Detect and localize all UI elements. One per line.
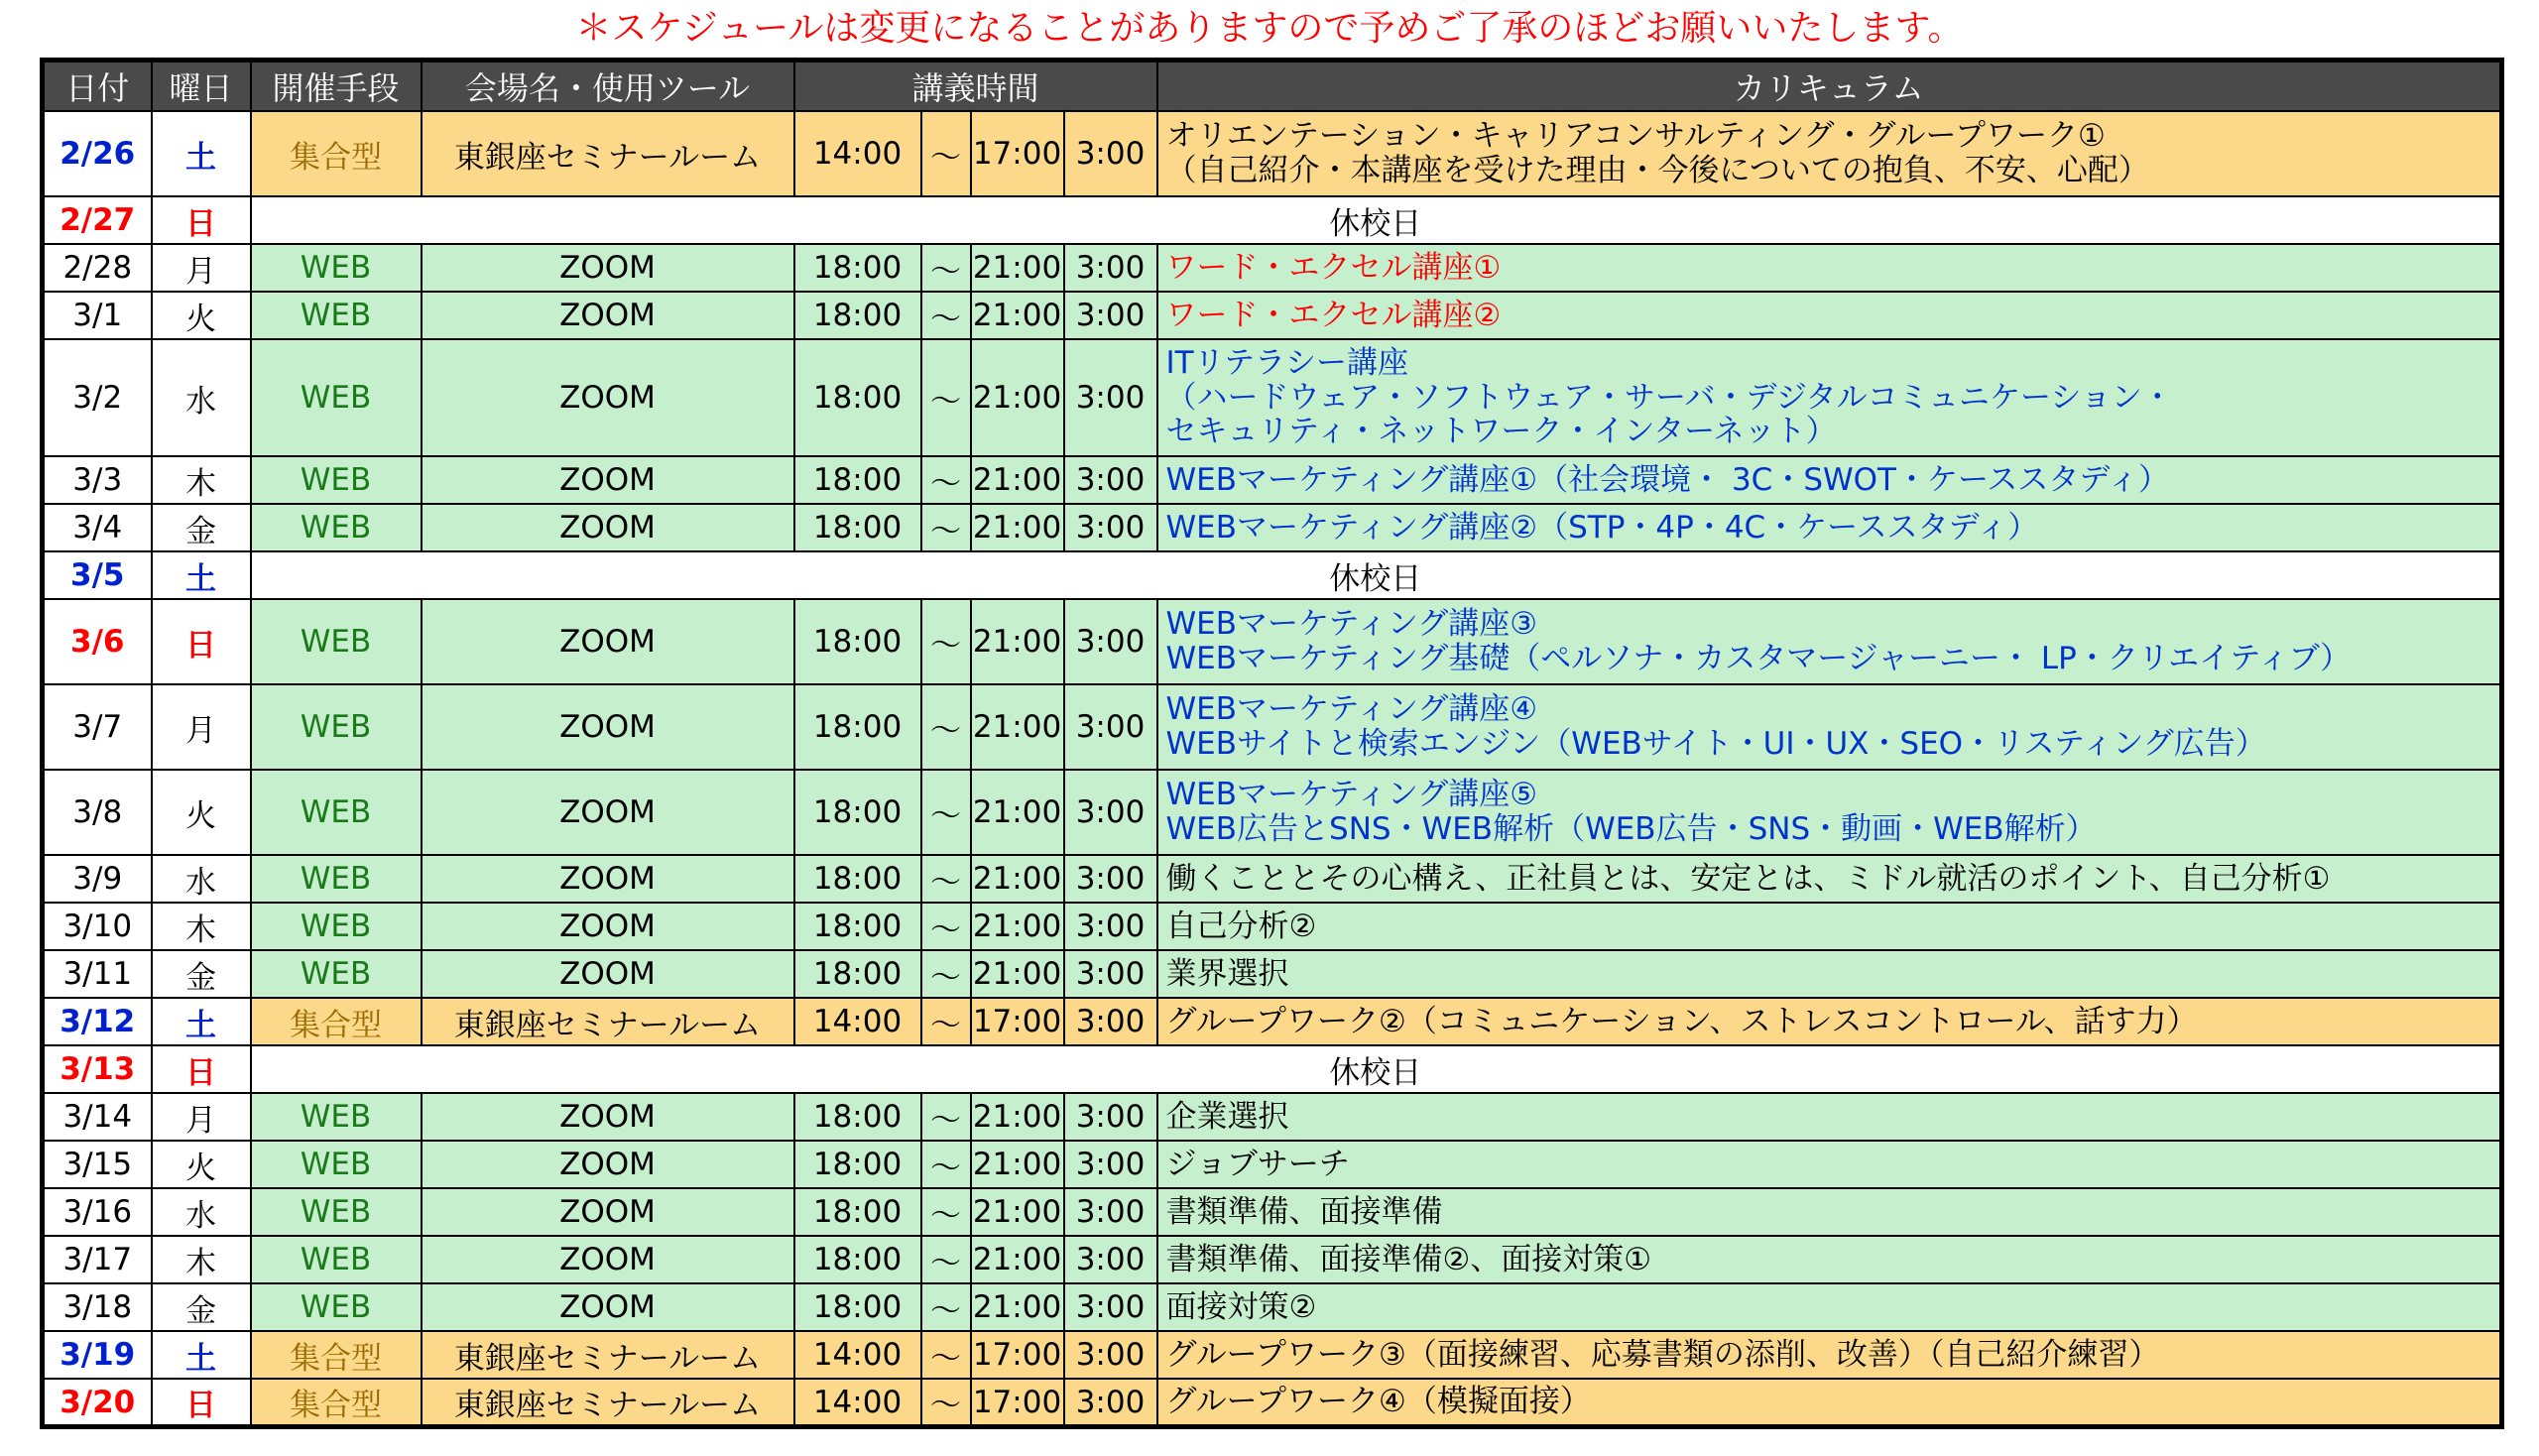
curriculum-line: WEBマーケティング基礎（ペルソナ・カスタマージャーニー・ LP・クリエイティブ） (1165, 641, 2352, 676)
curriculum-cell (1157, 1236, 2502, 1283)
start-time-cell: 18:00 (794, 950, 921, 998)
weekday-cell: 火 (152, 292, 251, 339)
duration-cell: 3:00 (1064, 1141, 1157, 1188)
venue-cell: ZOOM (422, 292, 794, 339)
start-time-cell: 18:00 (794, 292, 921, 339)
curriculum-line: WEBマーケティング講座⑤ (1165, 777, 1538, 813)
end-time-cell: 21:00 (971, 950, 1064, 998)
duration-cell: 3:00 (1064, 998, 1157, 1045)
weekday-cell: 金 (152, 950, 251, 998)
duration-cell: 3:00 (1064, 1236, 1157, 1283)
venue-cell: ZOOM (422, 1283, 794, 1331)
delivery-mode-cell: WEB (251, 599, 422, 684)
end-time-cell: 21:00 (971, 684, 1064, 770)
duration-cell: 3:00 (1064, 456, 1157, 504)
holiday-label: 休校日 (251, 551, 2502, 599)
header-row (43, 61, 2502, 112)
weekday-cell: 土 (152, 111, 251, 196)
end-time-cell: 21:00 (971, 1093, 1064, 1141)
venue-cell: 東銀座セミナールーム (422, 111, 794, 196)
date-cell: 3/4 (43, 504, 152, 551)
delivery-mode-cell: WEB (251, 504, 422, 551)
duration-cell: 3:00 (1064, 855, 1157, 903)
start-time-cell: 18:00 (794, 339, 921, 456)
venue-cell: ZOOM (422, 1093, 794, 1141)
venue-cell: ZOOM (422, 1236, 794, 1283)
weekday-cell: 月 (152, 1093, 251, 1141)
delivery-mode-cell: WEB (251, 950, 422, 998)
curriculum-cell (1157, 1379, 2502, 1427)
delivery-mode-cell: WEB (251, 1141, 422, 1188)
curriculum-cell (1157, 1093, 2502, 1141)
lecture-row (43, 903, 2502, 950)
end-time-cell: 21:00 (971, 339, 1064, 456)
delivery-mode-cell: 集合型 (251, 111, 422, 196)
curriculum-line: 働くこととその心構え、正社員とは、安定とは、ミドル就活のポイント、自己分析① (1165, 860, 2331, 897)
delivery-mode-cell: WEB (251, 770, 422, 855)
delivery-mode-cell: 集合型 (251, 1379, 422, 1427)
venue-cell: 東銀座セミナールーム (422, 998, 794, 1045)
schedule-change-notice: ＊スケジュールは変更になることがありますので予めご了承のほどお願いいたします。 (575, 8, 1964, 49)
delivery-mode-cell: WEB (251, 1093, 422, 1141)
lecture-row (43, 1093, 2502, 1141)
delivery-mode-cell: 集合型 (251, 998, 422, 1045)
curriculum-line: グループワーク②（コミュニケーション、ストレスコントロール、話す力） (1165, 1003, 2198, 1039)
curriculum-cell (1157, 292, 2502, 339)
date-cell: 3/12 (43, 998, 152, 1045)
duration-cell: 3:00 (1064, 1188, 1157, 1236)
curriculum-cell (1157, 1331, 2502, 1379)
curriculum-line: WEBサイトと検索エンジン（WEBサイト・UI・UX・SEO・リスティング広告） (1165, 726, 2266, 762)
time-separator: ～ (921, 1141, 971, 1188)
duration-cell: 3:00 (1064, 1093, 1157, 1141)
time-separator: ～ (921, 1379, 971, 1427)
start-time-cell: 18:00 (794, 1141, 921, 1188)
start-time-cell: 14:00 (794, 998, 921, 1045)
curriculum-line: 書類準備、面接準備 (1165, 1193, 1443, 1230)
date-cell: 3/10 (43, 903, 152, 950)
time-separator: ～ (921, 770, 971, 855)
delivery-mode-cell: WEB (251, 855, 422, 903)
time-separator: ～ (921, 1093, 971, 1141)
delivery-mode-cell: 集合型 (251, 1331, 422, 1379)
curriculum-line: セキュリティ・ネットワーク・インターネット） (1165, 414, 1837, 450)
start-time-cell: 18:00 (794, 599, 921, 684)
venue-cell: ZOOM (422, 684, 794, 770)
time-separator: ～ (921, 998, 971, 1045)
date-cell: 3/6 (43, 599, 152, 684)
date-cell: 3/2 (43, 339, 152, 456)
delivery-mode-cell: WEB (251, 292, 422, 339)
end-time-cell: 21:00 (971, 855, 1064, 903)
curriculum-line: グループワーク③（面接練習、応募書類の添削、改善）（自己紹介練習） (1165, 1336, 2160, 1373)
weekday-cell: 木 (152, 903, 251, 950)
lecture-row (43, 1188, 2502, 1236)
venue-cell: ZOOM (422, 1188, 794, 1236)
lecture-row (43, 111, 2502, 196)
date-cell: 3/1 (43, 292, 152, 339)
date-cell: 3/19 (43, 1331, 152, 1379)
date-cell: 3/7 (43, 684, 152, 770)
curriculum-cell (1157, 903, 2502, 950)
lecture-row (43, 339, 2502, 456)
holiday-row (43, 196, 2502, 244)
curriculum-line: 面接対策② (1165, 1288, 1317, 1325)
start-time-cell: 18:00 (794, 903, 921, 950)
holiday-label: 休校日 (251, 1045, 2502, 1093)
lecture-row (43, 1331, 2502, 1379)
lecture-row (43, 998, 2502, 1045)
end-time-cell: 17:00 (971, 998, 1064, 1045)
start-time-cell: 18:00 (794, 504, 921, 551)
venue-cell: ZOOM (422, 950, 794, 998)
end-time-cell: 21:00 (971, 903, 1064, 950)
start-time-cell: 14:00 (794, 111, 921, 196)
date-cell: 3/3 (43, 456, 152, 504)
end-time-cell: 21:00 (971, 244, 1064, 292)
duration-cell: 3:00 (1064, 339, 1157, 456)
end-time-cell: 21:00 (971, 504, 1064, 551)
end-time-cell: 21:00 (971, 1236, 1064, 1283)
curriculum-cell (1157, 855, 2502, 903)
lecture-row (43, 1379, 2502, 1427)
date-cell: 3/18 (43, 1283, 152, 1331)
time-separator: ～ (921, 244, 971, 292)
start-time-cell: 18:00 (794, 770, 921, 855)
curriculum-cell (1157, 1188, 2502, 1236)
header-time: 講義時間 (794, 61, 1157, 112)
curriculum-cell (1157, 770, 2502, 855)
duration-cell: 3:00 (1064, 684, 1157, 770)
end-time-cell: 21:00 (971, 1283, 1064, 1331)
duration-cell: 3:00 (1064, 903, 1157, 950)
holiday-row (43, 551, 2502, 599)
time-separator: ～ (921, 292, 971, 339)
delivery-mode-cell: WEB (251, 244, 422, 292)
time-separator: ～ (921, 456, 971, 504)
end-time-cell: 21:00 (971, 599, 1064, 684)
date-cell: 2/28 (43, 244, 152, 292)
lecture-row (43, 244, 2502, 292)
time-separator: ～ (921, 599, 971, 684)
date-cell: 3/15 (43, 1141, 152, 1188)
time-separator: ～ (921, 903, 971, 950)
curriculum-line: オリエンテーション・キャリアコンサルティング・グループワーク① (1165, 118, 2106, 155)
time-separator: ～ (921, 1331, 971, 1379)
curriculum-cell (1157, 1283, 2502, 1331)
venue-cell: ZOOM (422, 903, 794, 950)
venue-cell: ZOOM (422, 1141, 794, 1188)
weekday-cell: 水 (152, 339, 251, 456)
header-dow: 曜日 (152, 61, 251, 112)
curriculum-line: グループワーク④（模擬面接） (1165, 1384, 1591, 1420)
delivery-mode-cell: WEB (251, 1188, 422, 1236)
weekday-cell: 土 (152, 1331, 251, 1379)
end-time-cell: 21:00 (971, 770, 1064, 855)
weekday-cell: 水 (152, 855, 251, 903)
duration-cell: 3:00 (1064, 111, 1157, 196)
header-venue: 会場名・使用ツール (422, 61, 794, 112)
curriculum-line: WEB広告とSNS・WEB解析（WEB広告・SNS・動画・WEB解析） (1165, 811, 2097, 847)
end-time-cell: 21:00 (971, 1141, 1064, 1188)
time-separator: ～ (921, 1283, 971, 1331)
lecture-row (43, 770, 2502, 855)
duration-cell: 3:00 (1064, 292, 1157, 339)
curriculum-cell (1157, 599, 2502, 684)
weekday-cell: 木 (152, 1236, 251, 1283)
venue-cell: 東銀座セミナールーム (422, 1379, 794, 1427)
end-time-cell: 21:00 (971, 456, 1064, 504)
weekday-cell: 金 (152, 1283, 251, 1331)
duration-cell: 3:00 (1064, 599, 1157, 684)
curriculum-cell (1157, 456, 2502, 504)
start-time-cell: 18:00 (794, 1236, 921, 1283)
curriculum-line: ジョブサーチ (1165, 1146, 1350, 1182)
holiday-label: 休校日 (251, 196, 2502, 244)
delivery-mode-cell: WEB (251, 1283, 422, 1331)
start-time-cell: 18:00 (794, 684, 921, 770)
delivery-mode-cell: WEB (251, 684, 422, 770)
time-separator: ～ (921, 855, 971, 903)
curriculum-cell (1157, 244, 2502, 292)
weekday-cell: 水 (152, 1188, 251, 1236)
curriculum-line: ITリテラシー講座 (1165, 344, 1408, 381)
weekday-cell: 月 (152, 244, 251, 292)
time-separator: ～ (921, 1188, 971, 1236)
weekday-cell: 火 (152, 770, 251, 855)
venue-cell: ZOOM (422, 504, 794, 551)
curriculum-cell (1157, 504, 2502, 551)
venue-cell: ZOOM (422, 456, 794, 504)
duration-cell: 3:00 (1064, 770, 1157, 855)
lecture-row (43, 684, 2502, 770)
weekday-cell: 土 (152, 551, 251, 599)
curriculum-cell (1157, 684, 2502, 770)
curriculum-line: WEBマーケティング講座①（社会環境・ 3C・SWOT・ケーススタディ） (1165, 461, 2169, 498)
lecture-row (43, 1141, 2502, 1188)
weekday-cell: 日 (152, 196, 251, 244)
curriculum-line: WEBマーケティング講座③ (1165, 606, 1538, 643)
curriculum-cell (1157, 998, 2502, 1045)
lecture-row (43, 599, 2502, 684)
holiday-row (43, 1045, 2502, 1093)
delivery-mode-cell: WEB (251, 903, 422, 950)
header-curriculum: カリキュラム (1157, 61, 2502, 112)
curriculum-cell (1157, 1141, 2502, 1188)
curriculum-line: 企業選択 (1165, 1098, 1289, 1135)
curriculum-line: WEBマーケティング講座②（STP・4P・4C・ケーススタディ） (1165, 509, 2039, 546)
weekday-cell: 木 (152, 456, 251, 504)
duration-cell: 3:00 (1064, 504, 1157, 551)
date-cell: 3/13 (43, 1045, 152, 1093)
start-time-cell: 18:00 (794, 855, 921, 903)
start-time-cell: 18:00 (794, 1093, 921, 1141)
start-time-cell: 14:00 (794, 1331, 921, 1379)
weekday-cell: 日 (152, 1045, 251, 1093)
curriculum-line: WEBマーケティング講座④ (1165, 691, 1538, 728)
time-separator: ～ (921, 684, 971, 770)
header-mode: 開催手段 (251, 61, 422, 112)
date-cell: 2/27 (43, 196, 152, 244)
delivery-mode-cell: WEB (251, 456, 422, 504)
weekday-cell: 土 (152, 998, 251, 1045)
date-cell: 3/14 (43, 1093, 152, 1141)
weekday-cell: 火 (152, 1141, 251, 1188)
time-separator: ～ (921, 111, 971, 196)
curriculum-line: （自己紹介・本講座を受けた理由・今後についての抱負、不安、心配） (1165, 153, 2149, 188)
venue-cell: ZOOM (422, 770, 794, 855)
duration-cell: 3:00 (1064, 1331, 1157, 1379)
venue-cell: ZOOM (422, 855, 794, 903)
start-time-cell: 18:00 (794, 1283, 921, 1331)
venue-cell: ZOOM (422, 339, 794, 456)
lecture-row (43, 950, 2502, 998)
delivery-mode-cell: WEB (251, 1236, 422, 1283)
delivery-mode-cell: WEB (251, 339, 422, 456)
start-time-cell: 18:00 (794, 1188, 921, 1236)
lecture-row (43, 292, 2502, 339)
date-cell: 3/17 (43, 1236, 152, 1283)
weekday-cell: 金 (152, 504, 251, 551)
date-cell: 3/8 (43, 770, 152, 855)
end-time-cell: 21:00 (971, 1188, 1064, 1236)
date-cell: 3/16 (43, 1188, 152, 1236)
duration-cell: 3:00 (1064, 1379, 1157, 1427)
curriculum-cell (1157, 111, 2502, 196)
lecture-row (43, 504, 2502, 551)
start-time-cell: 18:00 (794, 244, 921, 292)
time-separator: ～ (921, 504, 971, 551)
curriculum-cell (1157, 950, 2502, 998)
lecture-row (43, 456, 2502, 504)
lecture-row (43, 855, 2502, 903)
date-cell: 3/11 (43, 950, 152, 998)
curriculum-line: 書類準備、面接準備②、面接対策① (1165, 1241, 1652, 1277)
end-time-cell: 17:00 (971, 1331, 1064, 1379)
header-date: 日付 (43, 61, 152, 112)
date-cell: 2/26 (43, 111, 152, 196)
curriculum-cell (1157, 339, 2502, 456)
schedule-table (40, 58, 2504, 1429)
date-cell: 3/9 (43, 855, 152, 903)
curriculum-line: ワード・エクセル講座① (1165, 249, 1502, 286)
end-time-cell: 17:00 (971, 1379, 1064, 1427)
weekday-cell: 月 (152, 684, 251, 770)
date-cell: 3/5 (43, 551, 152, 599)
curriculum-line: （ハードウェア・ソフトウェア・サーバ・デジタルコミュニケーション・ (1165, 379, 2173, 416)
date-cell: 3/20 (43, 1379, 152, 1427)
curriculum-line: 業界選択 (1165, 955, 1289, 992)
end-time-cell: 17:00 (971, 111, 1064, 196)
venue-cell: ZOOM (422, 599, 794, 684)
end-time-cell: 21:00 (971, 292, 1064, 339)
duration-cell: 3:00 (1064, 244, 1157, 292)
start-time-cell: 14:00 (794, 1379, 921, 1427)
lecture-row (43, 1236, 2502, 1283)
lecture-row (43, 1283, 2502, 1331)
time-separator: ～ (921, 950, 971, 998)
time-separator: ～ (921, 339, 971, 456)
duration-cell: 3:00 (1064, 950, 1157, 998)
curriculum-line: ワード・エクセル講座② (1165, 297, 1502, 333)
weekday-cell: 日 (152, 599, 251, 684)
curriculum-line: 自己分析② (1165, 908, 1317, 944)
start-time-cell: 18:00 (794, 456, 921, 504)
venue-cell: ZOOM (422, 244, 794, 292)
duration-cell: 3:00 (1064, 1283, 1157, 1331)
venue-cell: 東銀座セミナールーム (422, 1331, 794, 1379)
weekday-cell: 日 (152, 1379, 251, 1427)
time-separator: ～ (921, 1236, 971, 1283)
